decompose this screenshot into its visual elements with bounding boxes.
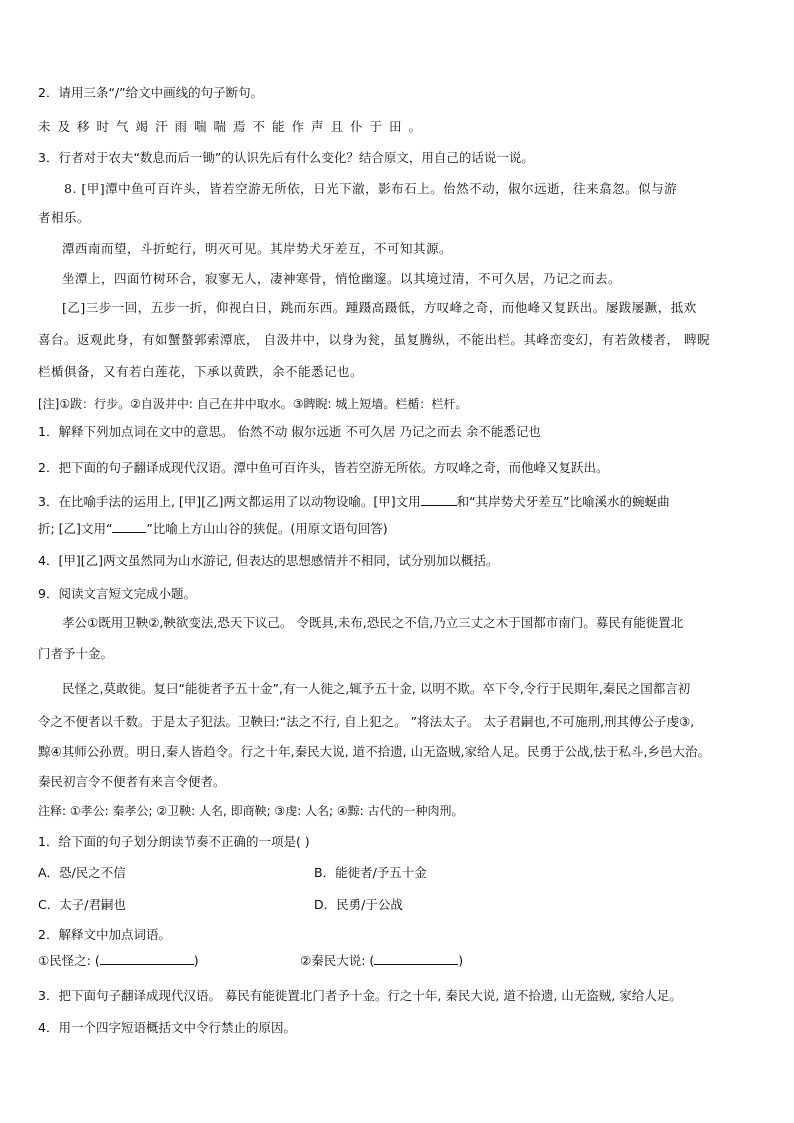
item-1-pre: ①民怪之: ( (38, 953, 100, 968)
passage-8-jia-para-2: 潭西南而望，斗折蛇行，明灭可见。其岸势犬牙差互，不可知其源。 (62, 241, 453, 256)
question-8-1: 1．解释下列加点词在文中的意思。 佁然不动 俶尔远逝 不可久居 乃记之而去 余不能悉记也 (38, 424, 541, 439)
question-2-passage-line: 未及移时气竭汗雨喘喘焉不能作声且仆于田。 (38, 119, 429, 134)
answer-blank[interactable] (112, 519, 146, 533)
question-9-2-items (38, 951, 758, 970)
passage-9-para-1-line-1: 孝公①既用卫鞅②,鞅欲变法,恐天下议己。 令既具,未布,恐民之不信,乃立三丈之木于国都市南门。募民有能徙置北 (62, 615, 684, 630)
question-8-2: 2．把下面的句子翻译成现代汉语。潭中鱼可百许头，皆若空游无所依。方叹峰之奇，而他峰又复跃出。 (38, 460, 609, 475)
options-row-1 (38, 864, 758, 882)
answer-blank[interactable] (374, 951, 458, 965)
passage-8-yi-line-2: 喜台。返观此身，有如蟹螯郭索潭底， 自汲井中，以身为瓮，虽复腾纵，不能出栏。其峰峦变幻，有若敛楼者， 睥睨 (38, 332, 710, 347)
option-b[interactable]: B．能徙者/予五十金 (314, 865, 427, 880)
question-8-3b-text-pre: 折; [乙]文用“ (38, 521, 113, 536)
answer-blank[interactable] (421, 492, 457, 506)
item-2-pre: ②秦民大说: ( (300, 953, 375, 968)
section-9-title: 9．阅读文言短文完成小题。 (38, 586, 196, 601)
passage-8-annotation: [注]①跋：行步。②自汲井中: 自己在井中取水。③睥睨: 城上短墙。栏楯：栏杆。 (38, 397, 468, 411)
options-row-2 (38, 896, 758, 914)
option-d[interactable]: D．民勇/于公战 (314, 897, 403, 912)
question-2-instruction: 2．请用三条“/”给文中画线的句子断句。 (38, 85, 264, 100)
question-8-3-line-2 (38, 519, 758, 538)
item-2-post: ) (458, 953, 464, 968)
answer-blank[interactable] (100, 951, 194, 965)
passage-9-para-2-line-1: 民怪之,莫敢徙。复曰“能徙者予五十金”,有一人徙之,辄予五十金, 以明不欺。卒下令,令行于民期年,秦民之国都言初 (62, 681, 691, 696)
passage-8-yi-line-1: [乙]三步一回，五步一折，仰视白日，跳而东西。踵蹑高蹑低，方叹峰之奇，而他峰又复跃出。屡跋屡蹶，抵欢 (62, 300, 697, 315)
passage-9-para-2-line-3: 黥④其师公孙贾。明日,秦人皆趋令。行之十年,秦民大说, 道不拾遗, 山无盗贼,家给人足。民勇于公战,怯于私斗,乡邑大治。 (38, 744, 710, 759)
passage-8-jia-line-2: 者相乐。 (38, 210, 91, 225)
passage-9-para-2-line-2: 令之不便者以千数。于是太子犯法。卫鞅曰:“法之不行, 自上犯之。 ”将法太子。 太子君嗣也,不可施刑,刑其傅公子虔③, (38, 714, 695, 729)
passage-8-jia-line-1: 8. [甲]潭中鱼可百许头，皆若空游无所依，日光下澈，影布石上。佁然不动，俶尔远逝，往来翕忽。似与游 (64, 181, 678, 196)
question-8-3-text-pre: 3．在比喻手法的运用上, [甲][乙]两文都运用了以动物设喻。[甲]文用 (38, 494, 421, 509)
passage-8-jia-para-3: 坐潭上，四面竹树环合，寂寥无人，凄神寒骨，悄怆幽邃。以其境过清，不可久居，乃记之而去。 (62, 271, 622, 286)
passage-9-para-1-line-2: 门者予十金。 (38, 646, 114, 661)
question-9-2: 2．解释文中加点词语。 (38, 927, 171, 942)
item-1-post: ) (193, 953, 199, 968)
option-c[interactable]: C．太子/君嗣也 (38, 897, 126, 912)
question-8-3-line-1 (38, 492, 758, 511)
option-a[interactable]: A．恐/民之不信 (38, 865, 126, 880)
passage-9-annotation: 注释: ①孝公: 秦孝公; ②卫鞅: 人名, 即商鞅; ③虔: 人名; ④黥: 古代的一种肉刑。 (38, 804, 464, 818)
question-8-4: 4．[甲][乙]两文虽然同为山水游记, 但表达的思想感情并不相同，试分别加以概括。 (38, 553, 499, 568)
q9-2-item-2 (300, 951, 463, 970)
passage-8-yi-line-3: 栏楯俱备，又有若白莲花，下承以黄跌，余不能悉记也。 (38, 364, 364, 379)
question-9-3: 3．把下面句子翻译成现代汉语。 募民有能徙置北门者予十金。行之十年, 秦民大说, 道不拾遗, 山无盗贼, 家给人足。 (38, 988, 682, 1003)
question-9-1: 1．给下面的句子划分朗读节奏不正确的一项是( ) (38, 834, 310, 849)
passage-9-para-2-line-4: 秦民初言令不便者有来言令便者。 (38, 774, 226, 789)
question-8-3-text-post: 和“其岸势犬牙差互”比喻溪水的蜿蜒曲 (456, 494, 670, 509)
question-9-4: 4．用一个四字短语概括文中令行禁止的原因。 (38, 1020, 296, 1035)
question-8-3b-text-post: ”比喻上方山山谷的狭促。(用原文语句回答) (146, 521, 388, 536)
question-3-instruction: 3．行者对于农夫“数息而后一锄”的认识先后有什么变化？结合原文，用自己的话说一说。 (38, 150, 534, 165)
